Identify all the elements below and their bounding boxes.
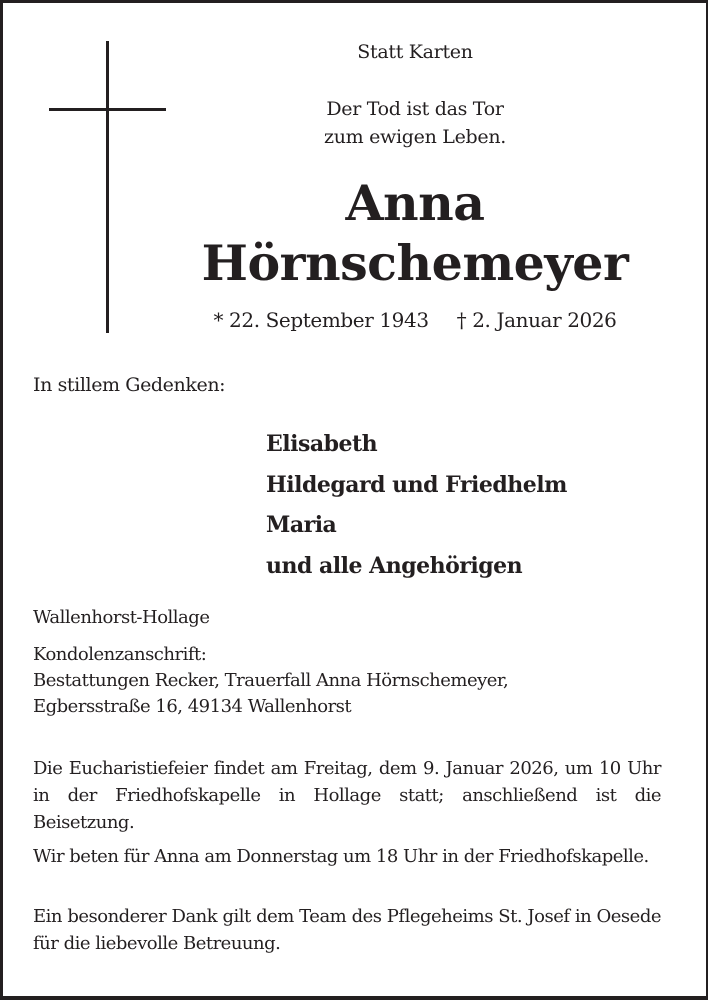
motto: [160, 95, 670, 151]
deceased-first-name: Anna: [345, 174, 485, 232]
thanks-paragraph: Ein besonderer Dank gilt dem Team des Pflegeheims St. Josef in Oesede für die liebevolle Betreuung.: [33, 906, 661, 954]
condolence-line-2: Egbersstraße 16, 49134 Wallenhorst: [33, 696, 352, 717]
deceased-last-name: Hörnschemeyer: [201, 234, 629, 292]
motto-line-1: Der Tod ist das Tor: [326, 98, 504, 120]
condolence-line-1: Bestattungen Recker, Trauerfall Anna Hörnschemeyer,: [33, 670, 509, 691]
cross-vertical-bar: [106, 41, 109, 333]
prayer-paragraph: Wir beten für Anna am Donnerstag um 18 Uhr in der Friedhofskapelle.: [33, 846, 649, 867]
header-statt-karten: Statt Karten: [357, 41, 473, 63]
condolence-label: Kondolenzanschrift:: [33, 644, 207, 665]
death-date: † 2. Januar 2026: [456, 308, 617, 332]
mourners-list: [266, 424, 567, 586]
birth-date: * 22. September 1943: [213, 308, 429, 332]
motto-line-2: zum ewigen Leben.: [323, 126, 506, 148]
condolence-address: [33, 642, 508, 720]
mourner-item: Maria: [266, 512, 337, 538]
remembrance-label: In stillem Gedenken:: [33, 374, 226, 396]
place: Wallenhorst-Hollage: [33, 607, 210, 628]
life-dates: [160, 306, 670, 334]
mourner-item: Elisabeth: [266, 431, 378, 457]
mourner-item: Hildegard und Friedhelm: [266, 471, 567, 498]
service-paragraph: Die Eucharistiefeier findet am Freitag, dem 9. Januar 2026, um 10 Uhr in der Friedhofskapelle in Hollage statt; anschließend ist die Beisetzung.: [33, 758, 661, 833]
mourner-item: und alle Angehörigen: [266, 552, 523, 579]
cross-horizontal-bar: [49, 108, 166, 111]
